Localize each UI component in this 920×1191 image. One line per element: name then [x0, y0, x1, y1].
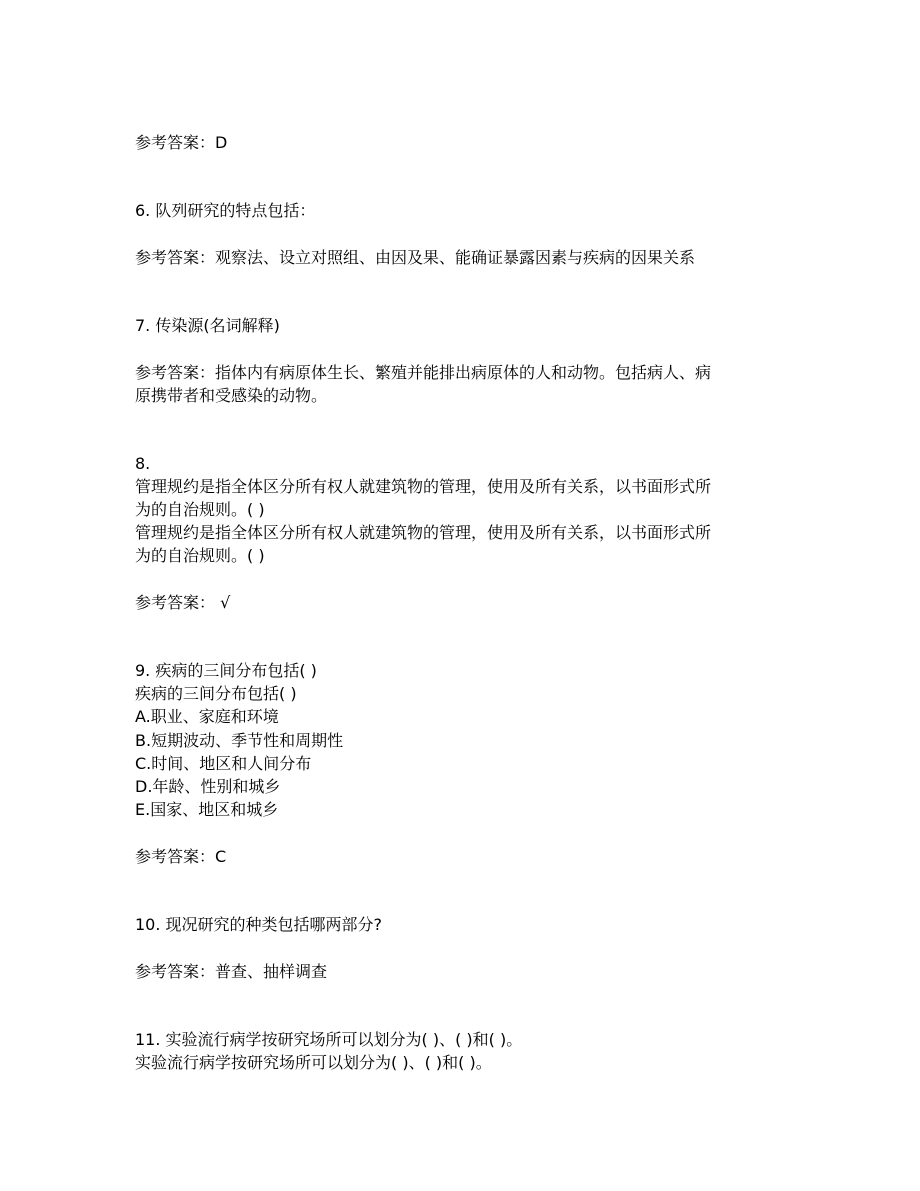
answer-9: 参考答案：C: [135, 847, 227, 866]
answer-7-line-1: 参考答案：指体内有病原体生长、繁殖并能排出病原体的人和动物。包括病人、病: [135, 363, 712, 382]
question-9-line-2: 疾病的三间分布包括( ): [135, 684, 297, 703]
question-8-line-3: 管理规约是指全体区分所有权人就建筑物的管理，使用及所有关系，以书面形式所: [135, 523, 712, 542]
option-b: B.短期波动、季节性和周期性: [135, 731, 344, 750]
question-8-line-1: 管理规约是指全体区分所有权人就建筑物的管理，使用及所有关系，以书面形式所: [135, 477, 712, 496]
question-8-number: 8.: [135, 454, 151, 473]
question-10: 10. 现况研究的种类包括哪两部分?: [135, 915, 383, 934]
question-6: 6. 队列研究的特点包括：: [135, 201, 316, 220]
option-e: E.国家、地区和城乡: [135, 800, 279, 819]
option-d: D.年龄、性别和城乡: [135, 777, 281, 796]
question-7: 7. 传染源(名词解释): [135, 316, 280, 335]
question-8-line-4: 为的自治规则。( ): [135, 546, 265, 565]
answer-10: 参考答案：普查、抽样调查: [135, 962, 328, 981]
question-9-line-1: 9. 疾病的三间分布包括( ): [135, 661, 317, 680]
answer-8: 参考答案： √: [135, 593, 231, 612]
question-11-line-1: 11. 实验流行病学按研究场所可以划分为( )、( )和( )。: [135, 1030, 523, 1049]
question-8-line-2: 为的自治规则。( ): [135, 500, 265, 519]
question-11-line-2: 实验流行病学按研究场所可以划分为( )、( )和( )。: [135, 1053, 492, 1072]
answer-5: 参考答案：D: [135, 133, 228, 152]
answer-7-line-2: 原携带者和受感染的动物。: [135, 386, 328, 405]
option-a: A.职业、家庭和环境: [135, 707, 279, 726]
option-c: C.时间、地区和人间分布: [135, 754, 312, 773]
answer-6: 参考答案：观察法、设立对照组、由因及果、能确证暴露因素与疾病的因果关系: [135, 248, 696, 267]
